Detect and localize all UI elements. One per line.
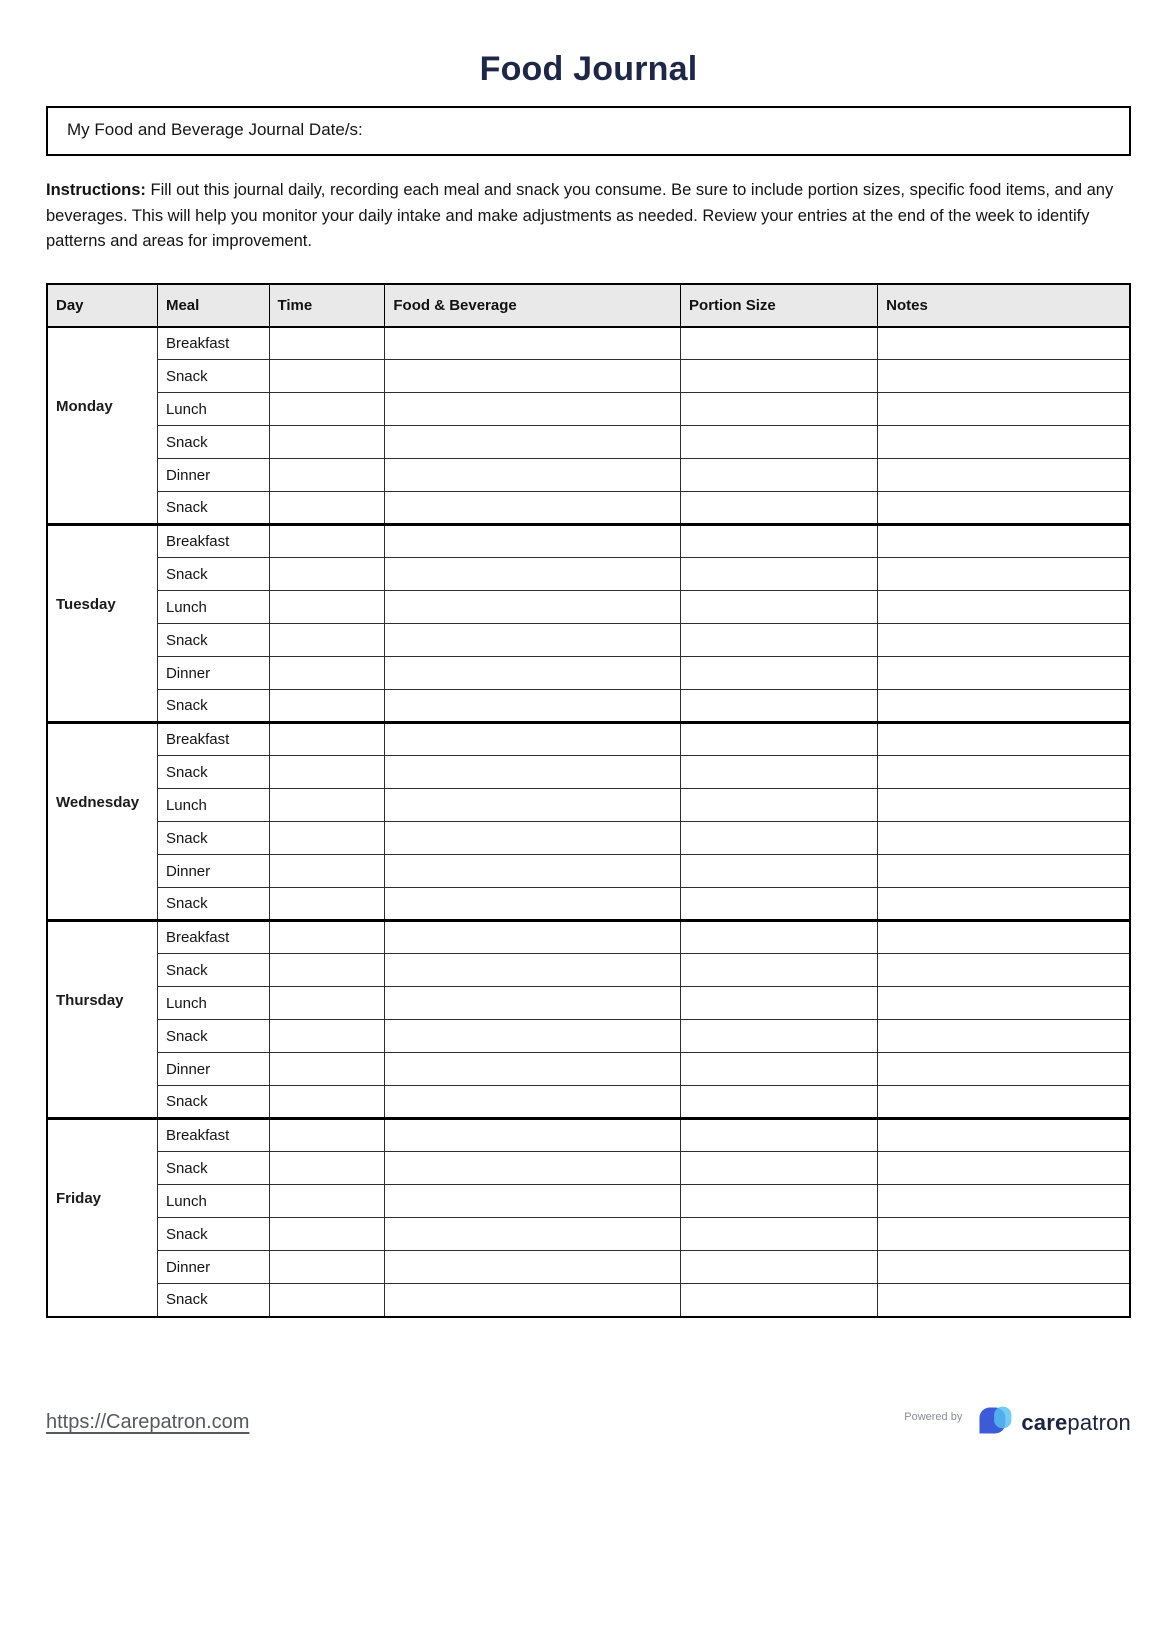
meal-cell-snack: Snack: [157, 558, 269, 591]
entry-cell-notes[interactable]: [878, 1218, 1130, 1251]
meal-cell-breakfast: Breakfast: [157, 1119, 269, 1152]
entry-cell-time[interactable]: [269, 1152, 385, 1185]
journal-row: [47, 1086, 1130, 1119]
entry-cell-time[interactable]: [269, 1284, 385, 1317]
date-entry-label: My Food and Beverage Journal Date/s:: [67, 120, 363, 140]
entry-cell-food-beverage[interactable]: [385, 558, 681, 591]
meal-cell-snack: Snack: [157, 426, 269, 459]
entry-cell-time[interactable]: [269, 327, 385, 360]
entry-cell-food-beverage[interactable]: [385, 624, 681, 657]
entry-cell-time[interactable]: [269, 1119, 385, 1152]
day-label: Thursday: [56, 992, 124, 1010]
journal-row: [47, 855, 1130, 888]
entry-cell-time[interactable]: [269, 426, 385, 459]
meal-cell-dinner: Dinner: [157, 1053, 269, 1086]
meal-cell-lunch: Lunch: [157, 789, 269, 822]
entry-cell-portion-size[interactable]: [681, 1152, 878, 1185]
entry-cell-food-beverage[interactable]: [385, 855, 681, 888]
entry-cell-portion-size[interactable]: [681, 789, 878, 822]
entry-cell-food-beverage[interactable]: [385, 327, 681, 360]
entry-cell-notes[interactable]: [878, 558, 1130, 591]
entry-cell-food-beverage[interactable]: [385, 789, 681, 822]
entry-cell-notes[interactable]: [878, 822, 1130, 855]
entry-cell-portion-size[interactable]: [681, 1086, 878, 1119]
journal-row: [47, 393, 1130, 426]
meal-cell-snack: Snack: [157, 492, 269, 525]
entry-cell-notes[interactable]: [878, 459, 1130, 492]
journal-row: [47, 360, 1130, 393]
entry-cell-portion-size[interactable]: [681, 888, 878, 921]
meal-cell-lunch: Lunch: [157, 591, 269, 624]
entry-cell-notes[interactable]: [878, 360, 1130, 393]
entry-cell-portion-size[interactable]: [681, 657, 878, 690]
entry-cell-food-beverage[interactable]: [385, 954, 681, 987]
entry-cell-food-beverage[interactable]: [385, 690, 681, 723]
meal-cell-breakfast: Breakfast: [157, 921, 269, 954]
journal-row: [47, 426, 1130, 459]
journal-row: [47, 1152, 1130, 1185]
entry-cell-food-beverage[interactable]: [385, 822, 681, 855]
entry-cell-portion-size[interactable]: [681, 756, 878, 789]
entry-cell-time[interactable]: [269, 591, 385, 624]
entry-cell-food-beverage[interactable]: [385, 756, 681, 789]
entry-cell-portion-size[interactable]: [681, 921, 878, 954]
journal-row: [47, 1020, 1130, 1053]
entry-cell-food-beverage[interactable]: [385, 657, 681, 690]
entry-cell-notes[interactable]: [878, 492, 1130, 525]
journal-row: [47, 723, 1130, 756]
journal-row: [47, 657, 1130, 690]
meal-cell-snack: Snack: [157, 888, 269, 921]
entry-cell-notes[interactable]: [878, 723, 1130, 756]
entry-cell-portion-size[interactable]: [681, 1119, 878, 1152]
entry-cell-portion-size[interactable]: [681, 954, 878, 987]
entry-cell-portion-size[interactable]: [681, 558, 878, 591]
entry-cell-notes[interactable]: [878, 1251, 1130, 1284]
meal-cell-lunch: Lunch: [157, 393, 269, 426]
entry-cell-food-beverage[interactable]: [385, 525, 681, 558]
journal-row: [47, 756, 1130, 789]
carepatron-wordmark: [1021, 1410, 1131, 1436]
journal-row: [47, 558, 1130, 591]
meal-cell-dinner: Dinner: [157, 1251, 269, 1284]
entry-cell-portion-size[interactable]: [681, 1251, 878, 1284]
entry-cell-notes[interactable]: [878, 1020, 1130, 1053]
meal-cell-snack: Snack: [157, 822, 269, 855]
entry-cell-food-beverage[interactable]: [385, 1086, 681, 1119]
entry-cell-portion-size[interactable]: [681, 690, 878, 723]
day-cell-thursday: [47, 921, 157, 1119]
entry-cell-time[interactable]: [269, 756, 385, 789]
wordmark-patron: patron: [1067, 1409, 1131, 1435]
entry-cell-food-beverage[interactable]: [385, 492, 681, 525]
entry-cell-notes[interactable]: [878, 393, 1130, 426]
entry-cell-food-beverage[interactable]: [385, 1020, 681, 1053]
carepatron-logo: [904, 1404, 1131, 1442]
entry-cell-notes[interactable]: [878, 327, 1130, 360]
carepatron-link[interactable]: https://Carepatron.com: [46, 1411, 250, 1434]
journal-row: [47, 1185, 1130, 1218]
entry-cell-time[interactable]: [269, 492, 385, 525]
entry-cell-notes[interactable]: [878, 1119, 1130, 1152]
entry-cell-notes[interactable]: [878, 1152, 1130, 1185]
entry-cell-food-beverage[interactable]: [385, 888, 681, 921]
meal-cell-snack: Snack: [157, 690, 269, 723]
journal-row: [47, 1251, 1130, 1284]
journal-row: [47, 591, 1130, 624]
meal-cell-breakfast: Breakfast: [157, 723, 269, 756]
entry-cell-time[interactable]: [269, 987, 385, 1020]
journal-row: [47, 459, 1130, 492]
entry-cell-time[interactable]: [269, 1251, 385, 1284]
powered-by-label: Powered by: [904, 1410, 963, 1423]
entry-cell-food-beverage[interactable]: [385, 426, 681, 459]
entry-cell-time[interactable]: [269, 624, 385, 657]
day-label: Monday: [56, 397, 113, 415]
meal-cell-snack: Snack: [157, 1020, 269, 1053]
entry-cell-food-beverage[interactable]: [385, 1185, 681, 1218]
entry-cell-time[interactable]: [269, 954, 385, 987]
entry-cell-time[interactable]: [269, 921, 385, 954]
day-cell-wednesday: [47, 723, 157, 921]
page-footer: [46, 1404, 1131, 1442]
journal-row: [47, 1284, 1130, 1317]
entry-cell-portion-size[interactable]: [681, 822, 878, 855]
entry-cell-notes[interactable]: [878, 525, 1130, 558]
entry-cell-food-beverage[interactable]: [385, 1284, 681, 1317]
journal-row: [47, 789, 1130, 822]
entry-cell-time[interactable]: [269, 393, 385, 426]
journal-row: [47, 327, 1130, 360]
date-entry-box[interactable]: [46, 106, 1131, 156]
meal-cell-snack: Snack: [157, 1284, 269, 1317]
meal-cell-dinner: Dinner: [157, 855, 269, 888]
entry-cell-food-beverage[interactable]: [385, 921, 681, 954]
entry-cell-notes[interactable]: [878, 591, 1130, 624]
entry-cell-time[interactable]: [269, 1218, 385, 1251]
journal-row: [47, 1218, 1130, 1251]
day-cell-monday: [47, 327, 157, 525]
instructions-label: Instructions:: [46, 181, 146, 200]
day-label: Wednesday: [56, 794, 140, 812]
entry-cell-food-beverage[interactable]: [385, 1218, 681, 1251]
entry-cell-time[interactable]: [269, 888, 385, 921]
entry-cell-portion-size[interactable]: [681, 1218, 878, 1251]
entry-cell-notes[interactable]: [878, 624, 1130, 657]
food-journal-table: [46, 283, 1131, 1318]
entry-cell-portion-size[interactable]: [681, 855, 878, 888]
journal-row: [47, 987, 1130, 1020]
meal-cell-lunch: Lunch: [157, 987, 269, 1020]
entry-cell-portion-size[interactable]: [681, 393, 878, 426]
entry-cell-notes[interactable]: [878, 855, 1130, 888]
entry-cell-notes[interactable]: [878, 657, 1130, 690]
entry-cell-portion-size[interactable]: [681, 1053, 878, 1086]
column-header-meal: Meal: [157, 284, 269, 327]
entry-cell-time[interactable]: [269, 1185, 385, 1218]
entry-cell-time[interactable]: [269, 558, 385, 591]
table-header-row: [47, 284, 1130, 327]
entry-cell-food-beverage[interactable]: [385, 1251, 681, 1284]
meal-cell-snack: Snack: [157, 1152, 269, 1185]
entry-cell-portion-size[interactable]: [681, 591, 878, 624]
entry-cell-time[interactable]: [269, 657, 385, 690]
entry-cell-food-beverage[interactable]: [385, 987, 681, 1020]
meal-cell-snack: Snack: [157, 624, 269, 657]
meal-cell-dinner: Dinner: [157, 657, 269, 690]
entry-cell-notes[interactable]: [878, 1053, 1130, 1086]
journal-row: [47, 888, 1130, 921]
day-label: Tuesday: [56, 596, 116, 614]
entry-cell-portion-size[interactable]: [681, 1020, 878, 1053]
entry-cell-portion-size[interactable]: [681, 1284, 878, 1317]
meal-cell-dinner: Dinner: [157, 459, 269, 492]
journal-row: [47, 822, 1130, 855]
entry-cell-notes[interactable]: [878, 888, 1130, 921]
meal-cell-breakfast: Breakfast: [157, 525, 269, 558]
meal-cell-snack: Snack: [157, 360, 269, 393]
meal-cell-snack: Snack: [157, 1218, 269, 1251]
day-label: Friday: [56, 1190, 102, 1208]
journal-row: [47, 954, 1130, 987]
entry-cell-portion-size[interactable]: [681, 426, 878, 459]
entry-cell-time[interactable]: [269, 822, 385, 855]
day-cell-tuesday: [47, 525, 157, 723]
entry-cell-portion-size[interactable]: [681, 723, 878, 756]
journal-row: [47, 624, 1130, 657]
entry-cell-time[interactable]: [269, 1086, 385, 1119]
entry-cell-portion-size[interactable]: [681, 327, 878, 360]
entry-cell-food-beverage[interactable]: [385, 1152, 681, 1185]
entry-cell-notes[interactable]: [878, 1086, 1130, 1119]
entry-cell-time[interactable]: [269, 360, 385, 393]
meal-cell-breakfast: Breakfast: [157, 327, 269, 360]
entry-cell-portion-size[interactable]: [681, 360, 878, 393]
entry-cell-notes[interactable]: [878, 1185, 1130, 1218]
entry-cell-food-beverage[interactable]: [385, 723, 681, 756]
entry-cell-notes[interactable]: [878, 789, 1130, 822]
journal-row: [47, 492, 1130, 525]
entry-cell-notes[interactable]: [878, 1284, 1130, 1317]
entry-cell-portion-size[interactable]: [681, 987, 878, 1020]
entry-cell-time[interactable]: [269, 459, 385, 492]
instructions-text: Fill out this journal daily, recording each meal and snack you consume. Be sure to include portion sizes, specific food items, and any beverages. This will help you monitor your daily intake and make adjustments as needed. Review your entries at the end of the week to identify patterns and areas for improvement.: [46, 181, 1114, 251]
entry-cell-time[interactable]: [269, 855, 385, 888]
entry-cell-time[interactable]: [269, 1020, 385, 1053]
entry-cell-portion-size[interactable]: [681, 1185, 878, 1218]
journal-row: [47, 1053, 1130, 1086]
entry-cell-food-beverage[interactable]: [385, 360, 681, 393]
entry-cell-notes[interactable]: [878, 987, 1130, 1020]
instructions-paragraph: [46, 178, 1131, 255]
entry-cell-portion-size[interactable]: [681, 492, 878, 525]
entry-cell-portion-size[interactable]: [681, 624, 878, 657]
journal-row: [47, 921, 1130, 954]
journal-row: [47, 525, 1130, 558]
carepatron-logo-mark-icon: [976, 1404, 1014, 1442]
entry-cell-notes[interactable]: [878, 690, 1130, 723]
entry-cell-portion-size[interactable]: [681, 459, 878, 492]
entry-cell-time[interactable]: [269, 525, 385, 558]
entry-cell-time[interactable]: [269, 789, 385, 822]
entry-cell-portion-size[interactable]: [681, 525, 878, 558]
entry-cell-notes[interactable]: [878, 426, 1130, 459]
journal-row: [47, 1119, 1130, 1152]
column-header-food-beverage: Food & Beverage: [385, 284, 681, 327]
journal-row: [47, 690, 1130, 723]
entry-cell-food-beverage[interactable]: [385, 459, 681, 492]
entry-cell-food-beverage[interactable]: [385, 1119, 681, 1152]
entry-cell-food-beverage[interactable]: [385, 393, 681, 426]
entry-cell-notes[interactable]: [878, 756, 1130, 789]
column-header-time: Time: [269, 284, 385, 327]
entry-cell-notes[interactable]: [878, 954, 1130, 987]
meal-cell-lunch: Lunch: [157, 1185, 269, 1218]
meal-cell-snack: Snack: [157, 756, 269, 789]
entry-cell-food-beverage[interactable]: [385, 591, 681, 624]
wordmark-care: care: [1021, 1409, 1068, 1435]
page-title: Food Journal: [479, 50, 698, 88]
entry-cell-time[interactable]: [269, 723, 385, 756]
entry-cell-time[interactable]: [269, 1053, 385, 1086]
meal-cell-snack: Snack: [157, 1086, 269, 1119]
entry-cell-food-beverage[interactable]: [385, 1053, 681, 1086]
meal-cell-snack: Snack: [157, 954, 269, 987]
column-header-portion-size: Portion Size: [681, 284, 878, 327]
entry-cell-time[interactable]: [269, 690, 385, 723]
entry-cell-notes[interactable]: [878, 921, 1130, 954]
day-cell-friday: [47, 1119, 157, 1317]
column-header-day: Day: [47, 284, 157, 327]
column-header-notes: Notes: [878, 284, 1130, 327]
